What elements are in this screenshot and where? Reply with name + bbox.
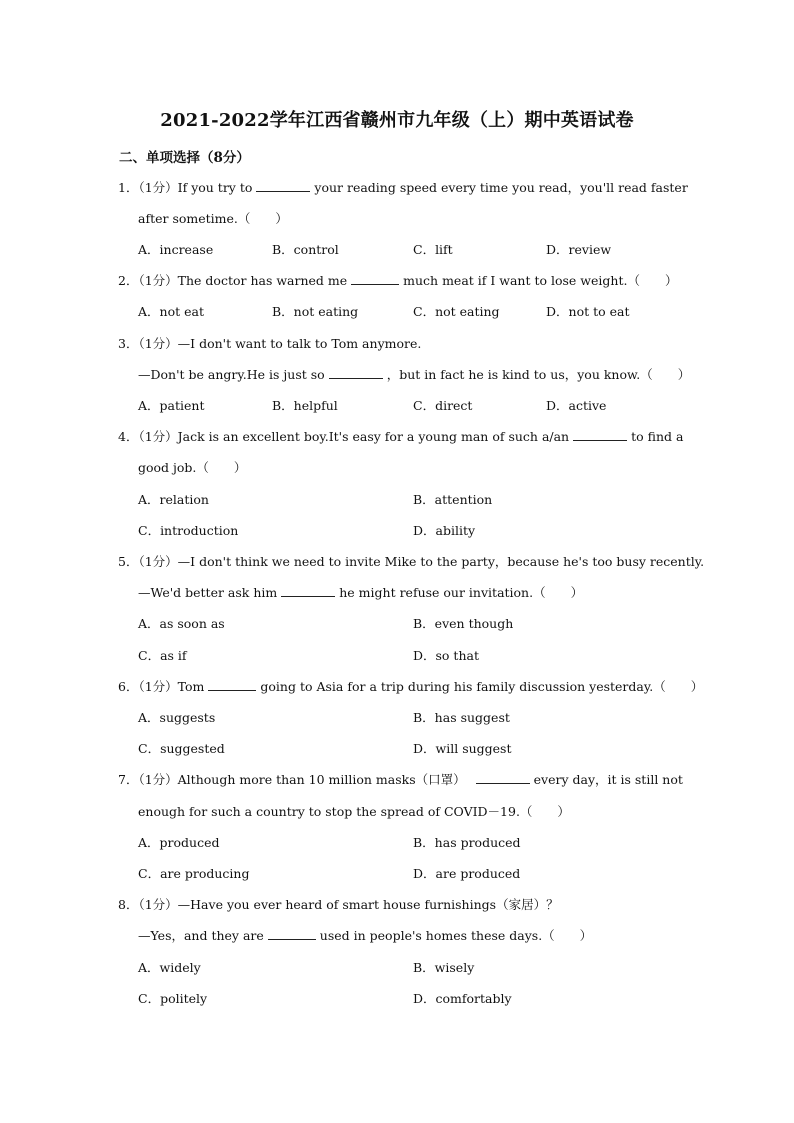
- question-6-line-1: 6．（1分）Tom going to Asia for a trip during his family discussion yesterday.（ ）: [118, 679, 704, 694]
- question-5-line-2: —We'd better ask him he might refuse our invitation.（ ）: [138, 585, 584, 600]
- option-b[interactable]: B．control: [272, 242, 339, 257]
- option-d[interactable]: D．ability: [413, 523, 476, 538]
- question-number: 6．（1分）: [118, 679, 178, 694]
- option-a[interactable]: A．suggests: [138, 710, 216, 725]
- question-4-line-2: good job.（ ）: [138, 460, 247, 475]
- question-number: 5．（1分）: [118, 554, 178, 569]
- option-c[interactable]: C．are producing: [138, 866, 250, 881]
- answer-blank: [256, 179, 310, 192]
- question-3-line-2: —Don't be angry.He is just so ，but in fact he is kind to us，you know.（ ）: [138, 367, 691, 382]
- option-a[interactable]: A．increase: [138, 242, 214, 257]
- answer-blank: [329, 366, 383, 379]
- answer-blank: [573, 428, 627, 441]
- option-c[interactable]: C．not eating: [413, 304, 500, 319]
- option-c[interactable]: C．as if: [138, 648, 187, 663]
- answer-blank: [476, 771, 530, 784]
- exam-title: 2021-2022学年江西省赣州市九年级（上）期中英语试卷: [160, 110, 634, 131]
- option-c[interactable]: C．suggested: [138, 741, 225, 756]
- question-7-line-2: enough for such a country to stop the spread of COVID－19.（ ）: [138, 804, 570, 819]
- option-b[interactable]: B．even though: [413, 616, 514, 631]
- option-b[interactable]: B．has produced: [413, 835, 521, 850]
- option-c[interactable]: C．introduction: [138, 523, 239, 538]
- option-b[interactable]: B．not eating: [272, 304, 359, 319]
- option-d[interactable]: D．review: [546, 242, 612, 257]
- question-1-line-1: 1．（1分）If you try to your reading speed every time you read，you'll read faster: [118, 180, 688, 195]
- option-b[interactable]: B．helpful: [272, 398, 338, 413]
- question-number: 1．（1分）: [118, 180, 178, 195]
- question-7-line-1: 7．（1分）Although more than 10 million masks（口罩） every day，it is still not: [118, 772, 683, 787]
- option-d[interactable]: D．active: [546, 398, 607, 413]
- question-4-line-1: 4．（1分）Jack is an excellent boy.It's easy for a young man of such a/an to find a: [118, 429, 684, 444]
- answer-blank: [268, 927, 316, 940]
- question-3-line-1: 3．（1分）—I don't want to talk to Tom anymore.: [118, 336, 422, 351]
- question-number: 8．（1分）: [118, 897, 178, 912]
- option-a[interactable]: A．widely: [138, 960, 201, 975]
- answer-blank: [351, 272, 399, 285]
- question-2-line-1: 2．（1分）The doctor has warned me much meat if I want to lose weight.（ ）: [118, 273, 678, 288]
- option-c[interactable]: C．direct: [413, 398, 473, 413]
- option-c[interactable]: C．lift: [413, 242, 453, 257]
- option-d[interactable]: D．not to eat: [546, 304, 630, 319]
- answer-blank: [208, 678, 256, 691]
- option-a[interactable]: A．as soon as: [138, 616, 225, 631]
- answer-blank: [281, 584, 335, 597]
- question-number: 2．（1分）: [118, 273, 178, 288]
- option-b[interactable]: B．has suggest: [413, 710, 510, 725]
- option-d[interactable]: D．are produced: [413, 866, 521, 881]
- option-a[interactable]: A．not eat: [138, 304, 204, 319]
- question-number: 3．（1分）: [118, 336, 178, 351]
- question-5-line-1: 5．（1分）—I don't think we need to invite Mike to the party，because he's too busy recently.: [118, 554, 705, 569]
- question-8-line-2: —Yes，and they are used in people's homes these days.（ ）: [138, 928, 593, 943]
- option-a[interactable]: A．produced: [138, 835, 220, 850]
- question-1-line-2: after sometime.（ ）: [138, 211, 288, 226]
- option-b[interactable]: B．wisely: [413, 960, 475, 975]
- option-a[interactable]: A．relation: [138, 492, 209, 507]
- question-8-line-1: 8．（1分）—Have you ever heard of smart house furnishings（家居）？: [118, 897, 559, 912]
- option-c[interactable]: C．politely: [138, 991, 208, 1006]
- question-number: 4．（1分）: [118, 429, 178, 444]
- option-b[interactable]: B．attention: [413, 492, 493, 507]
- option-a[interactable]: A．patient: [138, 398, 205, 413]
- option-d[interactable]: D．comfortably: [413, 991, 512, 1006]
- section-heading: 二、单项选择（8分）: [119, 150, 250, 166]
- question-number: 7．（1分）: [118, 772, 178, 787]
- option-d[interactable]: D．will suggest: [413, 741, 512, 756]
- option-d[interactable]: D．so that: [413, 648, 479, 663]
